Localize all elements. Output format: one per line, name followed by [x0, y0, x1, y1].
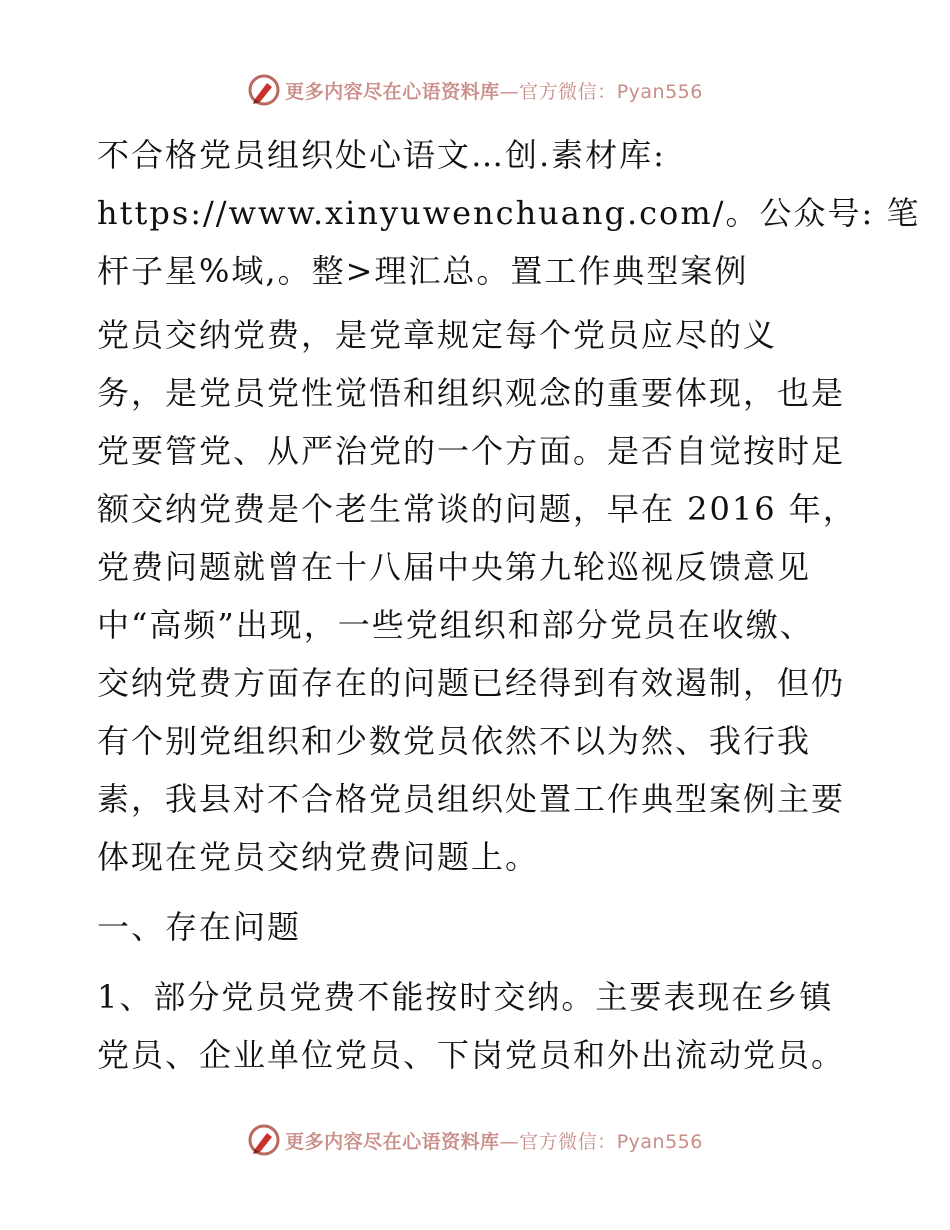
watermark-text: 更多内容尽在心语资料库—官方微信：Pyan556 [285, 80, 703, 103]
title-line: 杆子星%域,。整>理汇总。置工作典型案例 [97, 252, 749, 290]
section-heading: 一、存在问题 [97, 908, 302, 946]
intro-line: 务，是党员党性觉悟和组织观念的重要体现，也是 [97, 374, 846, 412]
intro-line: 中“高频”出现，一些党组织和部分党员在收缴、 [97, 606, 814, 644]
item-line: 1、部分党员党费不能按时交纳。主要表现在乡镇 [97, 978, 834, 1016]
intro-line: 体现在党员交纳党费问题上。 [97, 838, 540, 876]
item-1-paragraph [97, 968, 857, 1084]
intro-paragraph [97, 306, 857, 886]
pen-logo-icon [247, 1123, 281, 1157]
watermark-banner-bottom [0, 1120, 950, 1160]
intro-line: 额交纳党费是个老生常谈的问题，早在 2016 年， [97, 490, 857, 528]
intro-line: 交纳党费方面存在的问题已经得到有效遏制，但仍 [97, 664, 846, 702]
watermark-banner-top [0, 70, 950, 110]
title-line: 不合格党员组织处心语文…创.素材库: [97, 136, 666, 174]
intro-line: 党要管党、从严治党的一个方面。是否自觉按时足 [97, 432, 846, 470]
document-body [97, 126, 921, 1084]
watermark-text: 更多内容尽在心语资料库—官方微信：Pyan556 [285, 1130, 703, 1153]
intro-line: 素，我县对不合格党员组织处置工作典型案例主要 [97, 780, 846, 818]
intro-line: 党费问题就曾在十八届中央第九轮巡视反馈意见 [97, 548, 812, 586]
document-title [97, 126, 921, 300]
title-line: https://www.xinyuwenchuang.com/。公众号: 笔 [97, 194, 921, 232]
pen-logo-icon [247, 73, 281, 107]
intro-line: 有个别党组织和少数党员依然不以为然、我行我 [97, 722, 812, 760]
intro-line: 党员交纳党费，是党章规定每个党员应尽的义 [97, 316, 778, 354]
item-line: 党员、企业单位党员、下岗党员和外出流动党员。 [97, 1036, 846, 1074]
